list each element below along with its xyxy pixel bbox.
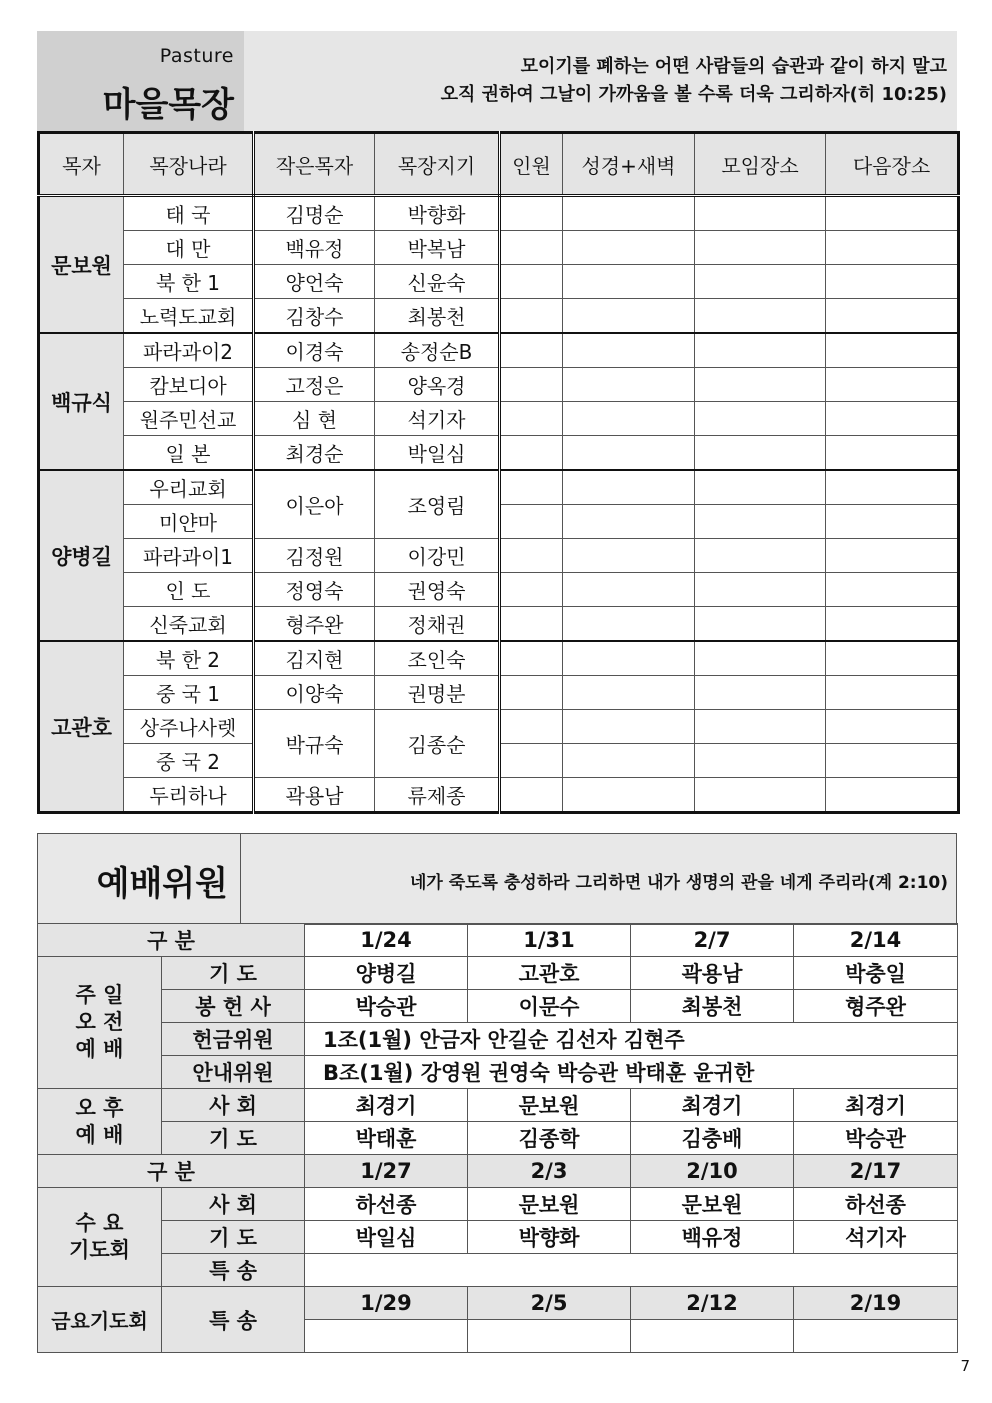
count-cell[interactable] (500, 231, 563, 265)
date-cell: 2/19 (794, 1287, 958, 1320)
small-pastor-cell: 형주완 (254, 607, 375, 642)
category-label: 구 분 (38, 924, 305, 957)
nation-cell: 중 국 2 (124, 744, 254, 778)
date-cell: 2/7 (631, 924, 794, 957)
meeting-place-cell[interactable] (695, 196, 826, 231)
bible-dawn-cell[interactable] (563, 744, 695, 778)
pasture-table (37, 131, 960, 814)
nation-cell: 대 만 (124, 231, 254, 265)
keeper-cell: 류제종 (375, 778, 500, 813)
role-label: 기 도 (162, 957, 305, 990)
table-row (39, 676, 959, 710)
role-label: 특 송 (162, 1254, 305, 1287)
nation-cell: 캄보디아 (124, 368, 254, 402)
count-cell[interactable] (500, 573, 563, 607)
nation-cell: 두리하나 (124, 778, 254, 813)
small-pastor-cell: 고정은 (254, 368, 375, 402)
role-label: 안내위원 (162, 1056, 305, 1089)
role-label: 특 송 (162, 1287, 305, 1353)
sunday-am-label-line2: 오 전 (75, 1010, 124, 1034)
date-cell: 1/31 (468, 924, 631, 957)
keeper-cell: 박일심 (375, 436, 500, 471)
meeting-place-cell[interactable] (695, 778, 826, 813)
wednesday-special-row (38, 1254, 958, 1287)
date-cell: 2/14 (794, 924, 958, 957)
name-cell: 박일심 (305, 1221, 468, 1254)
nation-cell: 신죽교회 (124, 607, 254, 642)
meeting-place-cell[interactable] (695, 744, 826, 778)
wednesday-prayer-row (38, 1221, 958, 1254)
pasture-header (37, 31, 957, 131)
worship-verse: 네가 죽도록 충성하라 그리하면 내가 생명의 관을 네게 주리라(계 2:10) (409, 873, 948, 893)
bible-dawn-cell[interactable] (563, 641, 695, 676)
count-cell[interactable] (500, 368, 563, 402)
small-pastor-cell: 곽용남 (254, 778, 375, 813)
name-cell: 박태훈 (305, 1122, 468, 1155)
pastor-cell: 문보원 (39, 196, 124, 334)
col-header-next-place: 다음장소 (826, 133, 959, 196)
small-pastor-cell: 이경숙 (254, 333, 375, 368)
pasture-verse-line1: 모이기를 폐하는 어떤 사람들의 습관과 같이 하지 말고 (520, 56, 947, 77)
pastor-cell: 양병길 (39, 470, 124, 641)
next-place-cell[interactable] (826, 641, 959, 676)
nation-cell: 중 국 1 (124, 676, 254, 710)
bible-dawn-cell[interactable] (563, 196, 695, 231)
small-pastor-cell: 김명순 (254, 196, 375, 231)
keeper-cell: 신윤숙 (375, 265, 500, 299)
nation-cell: 인 도 (124, 573, 254, 607)
small-pastor-cell: 심 현 (254, 402, 375, 436)
table-row (39, 539, 959, 573)
next-place-cell[interactable] (826, 265, 959, 299)
table-row (39, 333, 959, 368)
small-pastor-cell: 최경순 (254, 436, 375, 471)
meeting-place-cell[interactable] (695, 368, 826, 402)
table-row (39, 573, 959, 607)
count-cell[interactable] (500, 402, 563, 436)
name-cell: 고관호 (468, 957, 631, 990)
bible-dawn-cell[interactable] (563, 505, 695, 539)
table-row (39, 710, 959, 744)
next-place-cell[interactable] (826, 778, 959, 813)
sunday-am-label (38, 957, 162, 1089)
nation-cell: 북 한 1 (124, 265, 254, 299)
table-row (39, 196, 959, 231)
name-cell: 최봉천 (631, 990, 794, 1023)
name-cell: 백유정 (631, 1221, 794, 1254)
role-label: 기 도 (162, 1221, 305, 1254)
worship-table (37, 923, 958, 1353)
category-label: 구 분 (38, 1155, 305, 1188)
nation-cell: 원주민선교 (124, 402, 254, 436)
count-cell[interactable] (500, 436, 563, 471)
page-number: 7 (960, 1357, 970, 1375)
name-cell: 하선종 (305, 1188, 468, 1221)
small-pastor-cell: 김지현 (254, 641, 375, 676)
count-cell[interactable] (500, 778, 563, 813)
small-pastor-cell: 양언숙 (254, 265, 375, 299)
small-pastor-cell: 김창수 (254, 299, 375, 334)
sunday-pm-host-row (38, 1089, 958, 1122)
name-cell: 문보원 (468, 1089, 631, 1122)
small-pastor-cell: 백유정 (254, 231, 375, 265)
sunday-date-row (38, 924, 958, 957)
keeper-cell: 박향화 (375, 196, 500, 231)
date-cell: 2/5 (468, 1287, 631, 1320)
next-place-cell[interactable] (826, 196, 959, 231)
bible-dawn-cell[interactable] (563, 778, 695, 813)
meeting-place-cell[interactable] (695, 641, 826, 676)
count-cell[interactable] (500, 333, 563, 368)
count-cell[interactable] (500, 470, 563, 505)
keeper-cell: 김종순 (375, 710, 500, 778)
small-pastor-cell: 이은아 (254, 470, 375, 539)
col-header-small-pastor: 작은목자 (254, 133, 375, 196)
name-cell: 문보원 (468, 1188, 631, 1221)
wednesday-label-line1: 수 요 (75, 1211, 124, 1235)
sunday-am-label-line3: 예 배 (75, 1037, 124, 1061)
wednesday-host-row (38, 1188, 958, 1221)
name-cell: 이문수 (468, 990, 631, 1023)
role-label: 사 회 (162, 1188, 305, 1221)
date-cell: 2/3 (468, 1155, 631, 1188)
pasture-verse-line2: 오직 권하여 그날이 가까움을 볼 수록 더욱 그리하자(히 10:25) (440, 84, 947, 105)
count-cell[interactable] (500, 607, 563, 642)
nation-cell: 태 국 (124, 196, 254, 231)
meeting-place-cell[interactable] (695, 470, 826, 505)
role-label: 헌금위원 (162, 1023, 305, 1056)
name-cell: 최경기 (794, 1089, 958, 1122)
meeting-place-cell[interactable] (695, 402, 826, 436)
keeper-cell: 석기자 (375, 402, 500, 436)
date-cell: 2/17 (794, 1155, 958, 1188)
nation-cell: 북 한 2 (124, 641, 254, 676)
name-cell: 하선종 (794, 1188, 958, 1221)
sunday-am-guide-row (38, 1056, 958, 1089)
bible-dawn-cell[interactable] (563, 710, 695, 744)
sunday-am-money-usher-row (38, 1023, 958, 1056)
table-row (39, 470, 959, 505)
friday-label: 금요기도회 (38, 1287, 162, 1353)
keeper-cell: 최봉천 (375, 299, 500, 334)
next-place-cell[interactable] (826, 436, 959, 471)
next-place-cell[interactable] (826, 333, 959, 368)
count-cell[interactable] (500, 265, 563, 299)
count-cell[interactable] (500, 744, 563, 778)
next-place-cell[interactable] (826, 505, 959, 539)
col-header-pastor: 목자 (39, 133, 124, 196)
special-song-cell[interactable] (305, 1254, 958, 1287)
sunday-pm-label (38, 1089, 162, 1155)
pasture-verse (441, 53, 947, 109)
count-cell[interactable] (500, 710, 563, 744)
bible-dawn-cell[interactable] (563, 539, 695, 573)
next-place-cell[interactable] (826, 231, 959, 265)
sunday-pm-label-line1: 오 후 (75, 1095, 124, 1120)
pasture-title-box (37, 31, 244, 131)
worship-title: 예배위원 (96, 864, 228, 904)
bible-dawn-cell[interactable] (563, 402, 695, 436)
special-song-cell[interactable] (468, 1320, 631, 1353)
next-place-cell[interactable] (826, 368, 959, 402)
meeting-place-cell[interactable] (695, 505, 826, 539)
name-cell: 박충일 (794, 957, 958, 990)
next-place-cell[interactable] (826, 299, 959, 334)
table-row (39, 265, 959, 299)
wednesday-date-row (38, 1155, 958, 1188)
table-row (39, 778, 959, 813)
keeper-cell: 조영림 (375, 470, 500, 539)
date-cell: 1/24 (305, 924, 468, 957)
special-song-cell[interactable] (794, 1320, 958, 1353)
usher-team-cell: 1조(1월) 안금자 안길순 김선자 김현주 (305, 1023, 958, 1056)
meeting-place-cell[interactable] (695, 333, 826, 368)
meeting-place-cell[interactable] (695, 299, 826, 334)
table-row (39, 402, 959, 436)
date-cell: 2/12 (631, 1287, 794, 1320)
bible-dawn-cell[interactable] (563, 607, 695, 642)
meeting-place-cell[interactable] (695, 539, 826, 573)
nation-cell: 미얀마 (124, 505, 254, 539)
name-cell: 곽용남 (631, 957, 794, 990)
role-label: 기 도 (162, 1122, 305, 1155)
sunday-am-offering-row (38, 990, 958, 1023)
nation-cell: 일 본 (124, 436, 254, 471)
next-place-cell[interactable] (826, 573, 959, 607)
bible-dawn-cell[interactable] (563, 265, 695, 299)
wednesday-label-line2: 기도회 (69, 1238, 130, 1262)
bible-dawn-cell[interactable] (563, 333, 695, 368)
name-cell: 박향화 (468, 1221, 631, 1254)
bible-dawn-cell[interactable] (563, 231, 695, 265)
nation-cell: 파라과이2 (124, 333, 254, 368)
special-song-cell[interactable] (631, 1320, 794, 1353)
next-place-cell[interactable] (826, 744, 959, 778)
table-row (39, 368, 959, 402)
keeper-cell: 양옥경 (375, 368, 500, 402)
col-header-nation: 목장나라 (124, 133, 254, 196)
pasture-title-ko: 마을목장 (102, 85, 234, 125)
nation-cell: 노력도교회 (124, 299, 254, 334)
keeper-cell: 정채권 (375, 607, 500, 642)
friday-date-row (38, 1287, 958, 1320)
meeting-place-cell[interactable] (695, 676, 826, 710)
guide-team-cell: B조(1월) 강영원 권영숙 박승관 박태훈 윤귀한 (305, 1056, 958, 1089)
count-cell[interactable] (500, 299, 563, 334)
next-place-cell[interactable] (826, 470, 959, 505)
small-pastor-cell: 박규숙 (254, 710, 375, 778)
keeper-cell: 권명분 (375, 676, 500, 710)
sunday-am-label-line1: 주 일 (75, 983, 124, 1007)
date-cell: 2/10 (631, 1155, 794, 1188)
meeting-place-cell[interactable] (695, 265, 826, 299)
name-cell: 박승관 (794, 1122, 958, 1155)
role-label: 사 회 (162, 1089, 305, 1122)
name-cell: 박승관 (305, 990, 468, 1023)
table-row (39, 299, 959, 334)
meeting-place-cell[interactable] (695, 231, 826, 265)
meeting-place-cell[interactable] (695, 607, 826, 642)
next-place-cell[interactable] (826, 676, 959, 710)
date-cell: 1/27 (305, 1155, 468, 1188)
name-cell: 문보원 (631, 1188, 794, 1221)
keeper-cell: 송정순B (375, 333, 500, 368)
pastor-cell: 백규식 (39, 333, 124, 470)
name-cell: 최경기 (631, 1089, 794, 1122)
role-label: 봉 헌 사 (162, 990, 305, 1023)
name-cell: 양병길 (305, 957, 468, 990)
keeper-cell: 박복남 (375, 231, 500, 265)
small-pastor-cell: 김정원 (254, 539, 375, 573)
bible-dawn-cell[interactable] (563, 573, 695, 607)
bible-dawn-cell[interactable] (563, 436, 695, 471)
worship-title-box (38, 834, 241, 924)
nation-cell: 상주나사렛 (124, 710, 254, 744)
meeting-place-cell[interactable] (695, 573, 826, 607)
next-place-cell[interactable] (826, 710, 959, 744)
sunday-pm-label-line2: 예 배 (75, 1122, 124, 1147)
pasture-header-row (39, 133, 959, 196)
count-cell[interactable] (500, 196, 563, 231)
worship-header (37, 833, 957, 925)
count-cell[interactable] (500, 641, 563, 676)
col-header-meeting-place: 모임장소 (695, 133, 826, 196)
wednesday-label (38, 1188, 162, 1287)
table-row (39, 231, 959, 265)
keeper-cell: 이강민 (375, 539, 500, 573)
col-header-keeper: 목장지기 (375, 133, 500, 196)
next-place-cell[interactable] (826, 402, 959, 436)
special-song-cell[interactable] (305, 1320, 468, 1353)
count-cell[interactable] (500, 676, 563, 710)
bible-dawn-cell[interactable] (563, 676, 695, 710)
count-cell[interactable] (500, 539, 563, 573)
keeper-cell: 조인숙 (375, 641, 500, 676)
table-row (39, 641, 959, 676)
meeting-place-cell[interactable] (695, 710, 826, 744)
meeting-place-cell[interactable] (695, 436, 826, 471)
nation-cell: 파라과이1 (124, 539, 254, 573)
name-cell: 석기자 (794, 1221, 958, 1254)
bible-dawn-cell[interactable] (563, 299, 695, 334)
pasture-title-en: Pasture (159, 45, 234, 67)
col-header-count: 인원 (500, 133, 563, 196)
count-cell[interactable] (500, 505, 563, 539)
col-header-bible-dawn: 성경+새벽 (563, 133, 695, 196)
date-cell: 1/29 (305, 1287, 468, 1320)
bible-dawn-cell[interactable] (563, 470, 695, 505)
table-row (39, 436, 959, 471)
bible-dawn-cell[interactable] (563, 368, 695, 402)
name-cell: 최경기 (305, 1089, 468, 1122)
next-place-cell[interactable] (826, 539, 959, 573)
name-cell: 김종학 (468, 1122, 631, 1155)
small-pastor-cell: 이양숙 (254, 676, 375, 710)
name-cell: 형주완 (794, 990, 958, 1023)
table-row (39, 607, 959, 642)
nation-cell: 우리교회 (124, 470, 254, 505)
sunday-pm-prayer-row (38, 1122, 958, 1155)
name-cell: 김충배 (631, 1122, 794, 1155)
keeper-cell: 권영숙 (375, 573, 500, 607)
sunday-am-prayer-row (38, 957, 958, 990)
pastor-cell: 고관호 (39, 641, 124, 813)
small-pastor-cell: 정영숙 (254, 573, 375, 607)
next-place-cell[interactable] (826, 607, 959, 642)
